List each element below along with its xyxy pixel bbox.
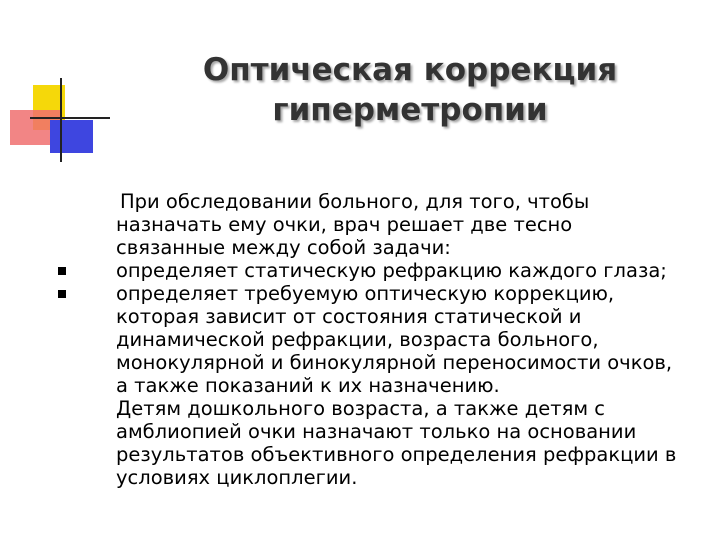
blue-block (50, 120, 93, 153)
closing-paragraph (56, 397, 718, 489)
bullet-line: монокулярной и бинокулярной переносимости очков, (116, 351, 673, 374)
bullet-square-icon (58, 267, 66, 275)
bullet-line: определяет требуемую оптическую коррекцию, (116, 282, 615, 305)
intro-line: При обследовании больного, для того, чтобы (120, 190, 590, 213)
closing-line: условиях циклоплегии. (116, 466, 358, 489)
decorative-logo-blocks (0, 0, 110, 170)
title-line-1: Оптическая коррекция (202, 52, 618, 88)
bullet-line: динамической рефракции, возраста больного, (116, 328, 599, 351)
slide-body (56, 190, 718, 489)
bullet-item (56, 259, 718, 282)
intro-line: назначать ему очки, врач решает две тесно (116, 213, 573, 236)
bullet-line: которая зависит от состояния статической и (116, 305, 582, 328)
title-line-2: гиперметропии (272, 92, 548, 128)
intro-paragraph (56, 190, 718, 259)
closing-line: Детям дошкольного возраста, а также детям с (116, 397, 605, 420)
slide-title (150, 50, 670, 130)
closing-line: амблиопией очки назначают только на основании (116, 420, 637, 443)
intro-line: связанные между собой задачи: (116, 236, 451, 259)
bullet-line: определяет статическую рефракцию каждого глаза; (116, 259, 667, 282)
bullet-square-icon (58, 290, 66, 298)
bullet-item (56, 282, 718, 397)
bullet-line: а также показаний к их назначению. (116, 374, 500, 397)
closing-line: результатов объективного определения рефракции в (116, 443, 677, 466)
